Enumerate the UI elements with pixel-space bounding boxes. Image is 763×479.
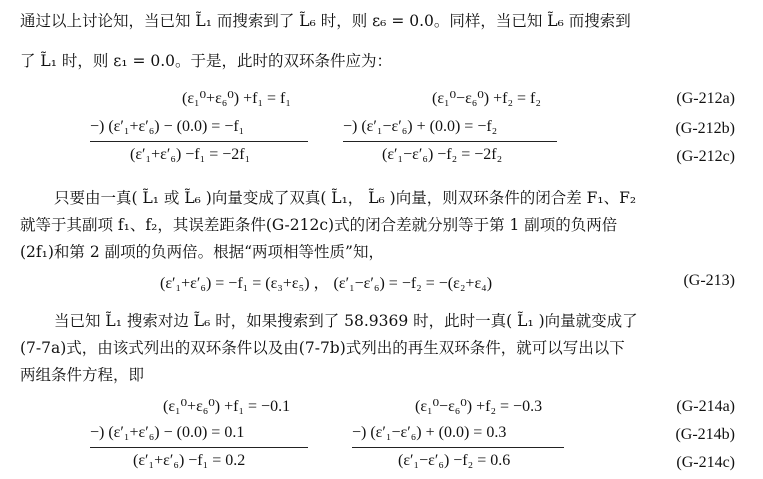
eq-212b-left: −) (ε′₁+ε′₆) − (0.0) = −f₁ bbox=[90, 118, 245, 135]
eq-212c-right: (ε′₁−ε′₆) −f₂ = −2f₂ bbox=[382, 146, 503, 163]
paragraph-3-line-2: (7-7a)式，由该式列出的双环条件以及由(7-7b)式列出的再生双环条件，就可以写出以下 bbox=[20, 339, 625, 357]
eq-212a-right: (ε₁⁰−ε₆⁰) +f₂ = f₂ bbox=[432, 90, 541, 107]
eq-214b-label: (G-214b) bbox=[675, 426, 735, 443]
eq-212c-label: (G-212c) bbox=[676, 148, 735, 165]
eq-214a-right: (ε₁⁰−ε₆⁰) +f₂ = −0.3 bbox=[415, 398, 543, 415]
eq-212-sum-rule-left bbox=[90, 141, 308, 142]
paragraph-1-line-1: 通过以上讨论知，当已知 L̃₁ 而搜索到了 L̃₆ 时，则 ε₆ = 0.0。同样，当已知 L̃₆ 而搜索到 bbox=[20, 12, 631, 30]
paragraph-2-line-3: (2f₁)和第 2 副项的负两倍。根据“两项相等性质”知， bbox=[20, 243, 384, 261]
eq-212-sum-rule-right bbox=[343, 141, 557, 142]
eq-214b-left: −) (ε′₁+ε′₆) − (0.0) = 0.1 bbox=[90, 424, 245, 441]
paragraph-2-line-1: 只要由一真( L̃₁ 或 L̃₆ )向量变成了双真( L̃₁， L̃₆ )向量，则双环条件的闭合差 F₁、F₂ bbox=[54, 189, 637, 207]
eq-214-sum-rule-left bbox=[90, 447, 308, 448]
eq-214b-right: −) (ε′₁−ε′₆) + (0.0) = 0.3 bbox=[352, 424, 507, 441]
eq-212b-right: −) (ε′₁−ε′₆) + (0.0) = −f₂ bbox=[343, 118, 498, 135]
eq-213: (ε′₁+ε′₆) = −f₁ = (ε₃+ε₅) ， (ε′₁−ε′₆) = −f₂ = −(ε₂+ε₄) bbox=[160, 275, 493, 292]
eq-214a-left: (ε₁⁰+ε₆⁰) +f₁ = −0.1 bbox=[163, 398, 291, 415]
eq-214c-label: (G-214c) bbox=[676, 454, 735, 471]
paragraph-3-line-3: 两组条件方程，即 bbox=[20, 366, 145, 384]
eq-214-sum-rule-right bbox=[352, 447, 564, 448]
paragraph-3-line-1: 当已知 L̃₁ 搜索对边 L̃₆ 时，如果搜索到了 58.9369 时，此时一真( L̃₁ )向量就变成了 bbox=[54, 312, 638, 330]
eq-214c-left: (ε′₁+ε′₆) −f₁ = 0.2 bbox=[133, 452, 246, 469]
eq-212a-left: (ε₁⁰+ε₆⁰) +f₁ = f₁ bbox=[182, 90, 291, 107]
paragraph-1-line-2: 了 L̃₁ 时，则 ε₁ = 0.0。于是，此时的双环条件应为： bbox=[20, 52, 393, 70]
eq-212c-left: (ε′₁+ε′₆) −f₁ = −2f₁ bbox=[130, 146, 251, 163]
eq-214c-right: (ε′₁−ε′₆) −f₂ = 0.6 bbox=[398, 452, 511, 469]
eq-212b-label: (G-212b) bbox=[675, 120, 735, 137]
paragraph-2-line-2: 就等于其副项 f₁、f₂，其误差距条件(G-212c)式的闭合差就分别等于第 1 副项的负两倍 bbox=[20, 216, 618, 234]
eq-213-label: (G-213) bbox=[683, 272, 735, 289]
eq-212a-label: (G-212a) bbox=[676, 90, 735, 107]
eq-214a-label: (G-214a) bbox=[676, 398, 735, 415]
